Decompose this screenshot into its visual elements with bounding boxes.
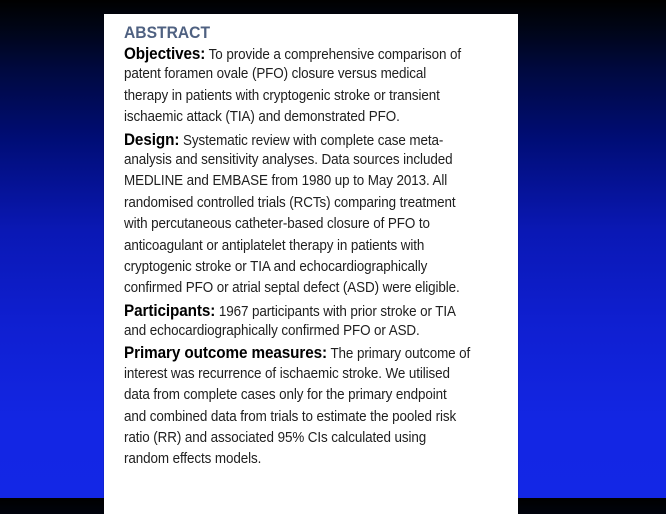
primary-outcome-label: Primary outcome measures:	[124, 343, 328, 363]
design-line-8: confirmed PFO or atrial septal defect (ASD) were eligible.	[124, 280, 460, 297]
objectives-label: Objectives:	[124, 44, 206, 63]
design-text-1: Systematic review with complete case meta-	[179, 132, 444, 149]
participants-label: Participants:	[124, 300, 216, 320]
primary-outcome-line-6: random effects models.	[124, 451, 262, 468]
participants-line-1	[124, 300, 485, 321]
primary-outcome-text-1: The primary outcome of	[327, 346, 471, 363]
design-label: Design:	[124, 129, 180, 149]
participants-line-2: and echocardiographically confirmed PFO or ASD.	[124, 323, 420, 340]
objectives-section	[124, 43, 485, 129]
objectives-line-3: therapy in patients with cryptogenic stroke or transient	[124, 87, 440, 104]
design-line-3: MEDLINE and EMBASE from 1980 up to May 2013. All	[124, 173, 448, 190]
design-line-1	[124, 129, 485, 150]
primary-outcome-line-5: ratio (RR) and associated 95% CIs calculated using	[124, 430, 427, 447]
primary-outcome-line-1	[124, 342, 485, 363]
objectives-line-1	[124, 43, 485, 64]
design-line-5: with percutaneous catheter-based closure of PFO to	[124, 216, 430, 233]
primary-outcome-line-3: data from complete cases only for the primary endpoint	[124, 387, 447, 404]
abstract-panel	[104, 14, 518, 514]
abstract-heading: ABSTRACT	[124, 23, 211, 42]
objectives-text-1: To provide a comprehensive comparison of	[205, 47, 461, 63]
design-section	[124, 129, 485, 300]
design-line-7: cryptogenic stroke or TIA and echocardiographically	[124, 258, 428, 275]
primary-outcome-section	[124, 342, 485, 470]
primary-outcome-line-2: interest was recurrence of ischaemic stroke. We utilised	[124, 365, 450, 382]
design-line-4: randomised controlled trials (RCTs) comparing treatment	[124, 194, 456, 211]
objectives-line-4: ischaemic attack (TIA) and demonstrated PFO.	[124, 109, 400, 126]
participants-text-1: 1967 participants with prior stroke or TIA	[215, 303, 456, 320]
design-line-2: analysis and sensitivity analyses. Data sources included	[124, 151, 453, 168]
primary-outcome-line-4: and combined data from trials to estimate the pooled risk	[124, 408, 457, 425]
design-line-6: anticoagulant or antiplatelet therapy in patients with	[124, 237, 425, 254]
abstract-content	[124, 22, 485, 471]
participants-section	[124, 300, 485, 343]
objectives-line-2: patent foramen ovale (PFO) closure versus medical	[124, 66, 427, 83]
